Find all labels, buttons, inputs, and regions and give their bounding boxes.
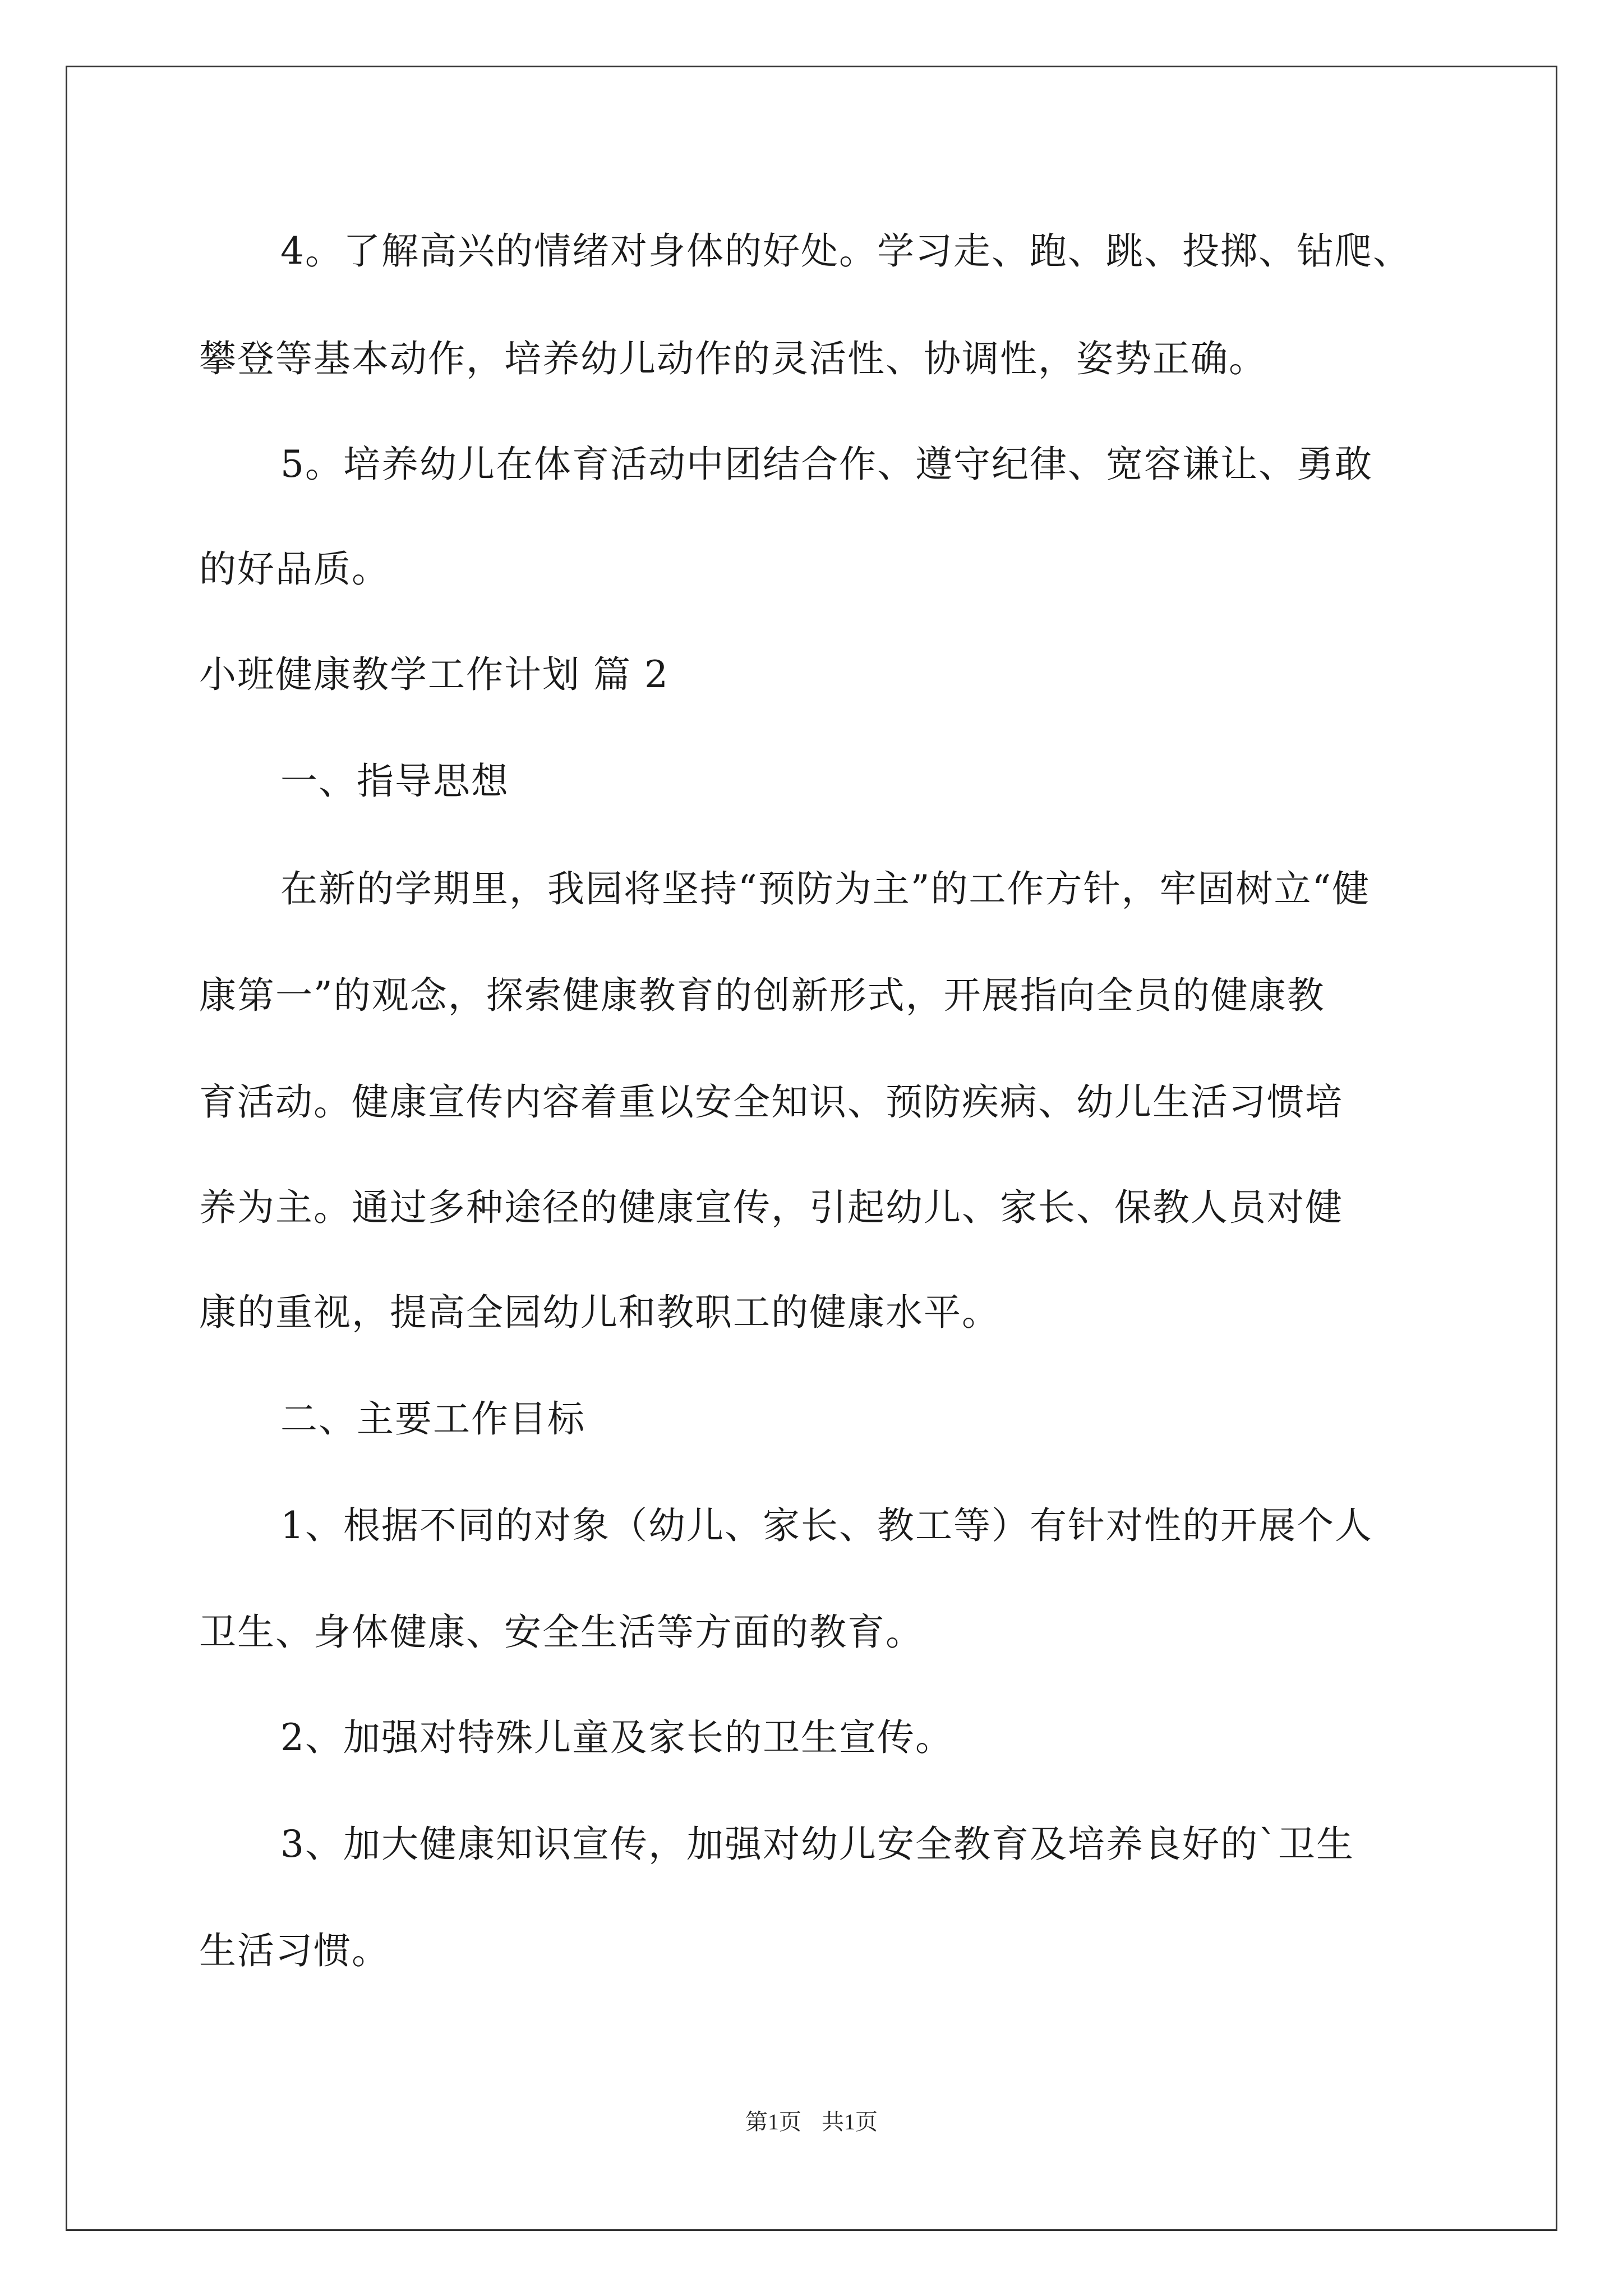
text-line: 1、根据不同的对象（幼儿、家长、教工等）有针对性的开展个人 — [280, 1504, 1373, 1547]
text-line: 的好品质。 — [199, 547, 390, 591]
page-number-total: 共1页 — [822, 2109, 878, 2134]
page-number-current: 第1页 — [745, 2109, 801, 2134]
text-line: 卫生、身体健康、安全生活等方面的教育。 — [199, 1611, 924, 1654]
text-line: 攀登等基本动作，培养幼儿动作的灵活性、协调性，姿势正确。 — [199, 337, 1267, 380]
text-line: 康的重视，提高全园幼儿和教职工的健康水平。 — [199, 1291, 1000, 1334]
subsection-heading: 一、指导思想 — [280, 760, 509, 803]
subsection-heading: 二、主要工作目标 — [280, 1397, 585, 1441]
text-line: 3、加大健康知识宣传，加强对幼儿安全教育及培养良好的`卫生 — [280, 1823, 1354, 1866]
text-line: 5。培养幼儿在体育活动中团结合作、遵守纪律、宽容谦让、勇敢 — [280, 443, 1373, 486]
page-footer — [0, 2108, 1623, 2136]
section-heading: 小班健康教学工作计划 篇 2 — [199, 653, 669, 696]
text-line: 2、加强对特殊儿童及家长的卫生宣传。 — [280, 1716, 953, 1759]
text-line: 生活习惯。 — [199, 1929, 390, 1972]
text-line: 康第一”的观念，探索健康教育的创新形式，开展指向全员的健康教 — [199, 974, 1325, 1017]
text-line: 在新的学期里，我园将坚持“预防为主”的工作方针，牢固树立“健 — [280, 867, 1371, 910]
text-line: 育活动。健康宣传内容着重以安全知识、预防疾病、幼儿生活习惯培 — [199, 1080, 1343, 1124]
text-line: 养为主。通过多种途径的健康宣传，引起幼儿、家长、保教人员对健 — [199, 1186, 1343, 1229]
page-frame — [66, 66, 1557, 2231]
text-line: 4。了解高兴的情绪对身体的好处。学习走、跑、跳、投掷、钻爬、 — [280, 229, 1411, 273]
